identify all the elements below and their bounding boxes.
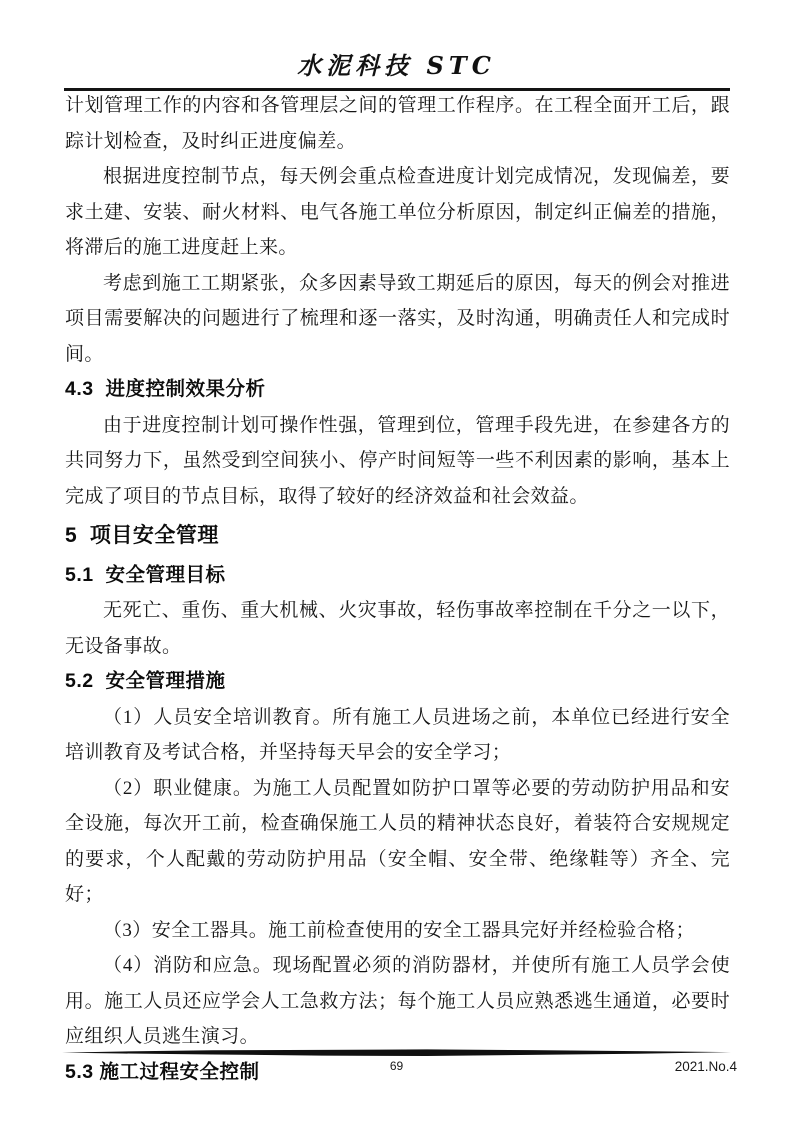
issue-label: 2021.No.4	[674, 1059, 737, 1074]
body-paragraph: 考虑到施工工期紧张，众多因素导致工期延后的原因，每天的例会对推进项目需要解决的问题进行了梳理和逐一落实，及时沟通，明确责任人和完成时间。	[65, 272, 730, 365]
body-paragraph: （2）职业健康。为施工人员配置如防护口罩等必要的劳动防护用品和安全设施，每次开工前，检查确保施工人员的精神状态良好，着装符合安规规定的要求，个人配戴的劳动防护用品（安全帽、安全带、绝缘鞋等）齐全、完好；	[65, 777, 730, 905]
journal-header-title: 水泥科技 STC	[297, 51, 496, 80]
body-paragraph: 由于进度控制计划可操作性强，管理到位，管理手段先进，在参建各方的共同努力下，虽然受到空间狭小、停产时间短等一些不利因素的影响，基本上完成了项目的节点目标，取得了较好的经济效益和社会效益。	[65, 414, 730, 507]
chapter-heading-5: 5 项目安全管理	[65, 524, 219, 547]
body-paragraph: （4）消防和应急。现场配置必须的消防器材，并使所有施工人员学会使用。施工人员还应学会人工急救方法；每个施工人员应熟悉逃生通道，必要时应组织人员逃生演习。	[65, 955, 730, 1047]
body-paragraph: （3）安全工器具。施工前检查使用的安全工器具完好并经检验合格；	[103, 919, 695, 941]
body-paragraph: 根据进度控制节点，每天例会重点检查进度计划完成情况，发现偏差，要求土建、安装、耐火材料、电气各施工单位分析原因，制定纠正偏差的措施，将滞后的施工进度赶上来。	[65, 166, 730, 258]
section-heading-5-1: 5.1 安全管理目标	[65, 563, 226, 586]
section-heading-5-3: 5.3 施工过程安全控制	[65, 1060, 260, 1083]
document-body	[65, 88, 730, 1090]
body-paragraph: 无死亡、重伤、重大机械、火灾事故，轻伤事故率控制在千分之一以下，无设备事故。	[65, 600, 730, 657]
footer-rule	[62, 1049, 731, 1057]
body-paragraph: 计划管理工作的内容和各管理层之间的管理工作程序。在工程全面开工后，跟踪计划检查，及时纠正进度偏差。	[65, 95, 730, 152]
section-heading-5-2: 5.2 安全管理措施	[65, 670, 226, 692]
body-paragraph: （1）人员安全培训教育。所有施工人员进场之前，本单位已经进行安全培训教育及考试合格，并坚持每天早会的安全学习；	[65, 706, 730, 763]
section-heading-4-3: 4.3 进度控制效果分析	[65, 378, 266, 400]
page-number: 69	[389, 1059, 404, 1073]
